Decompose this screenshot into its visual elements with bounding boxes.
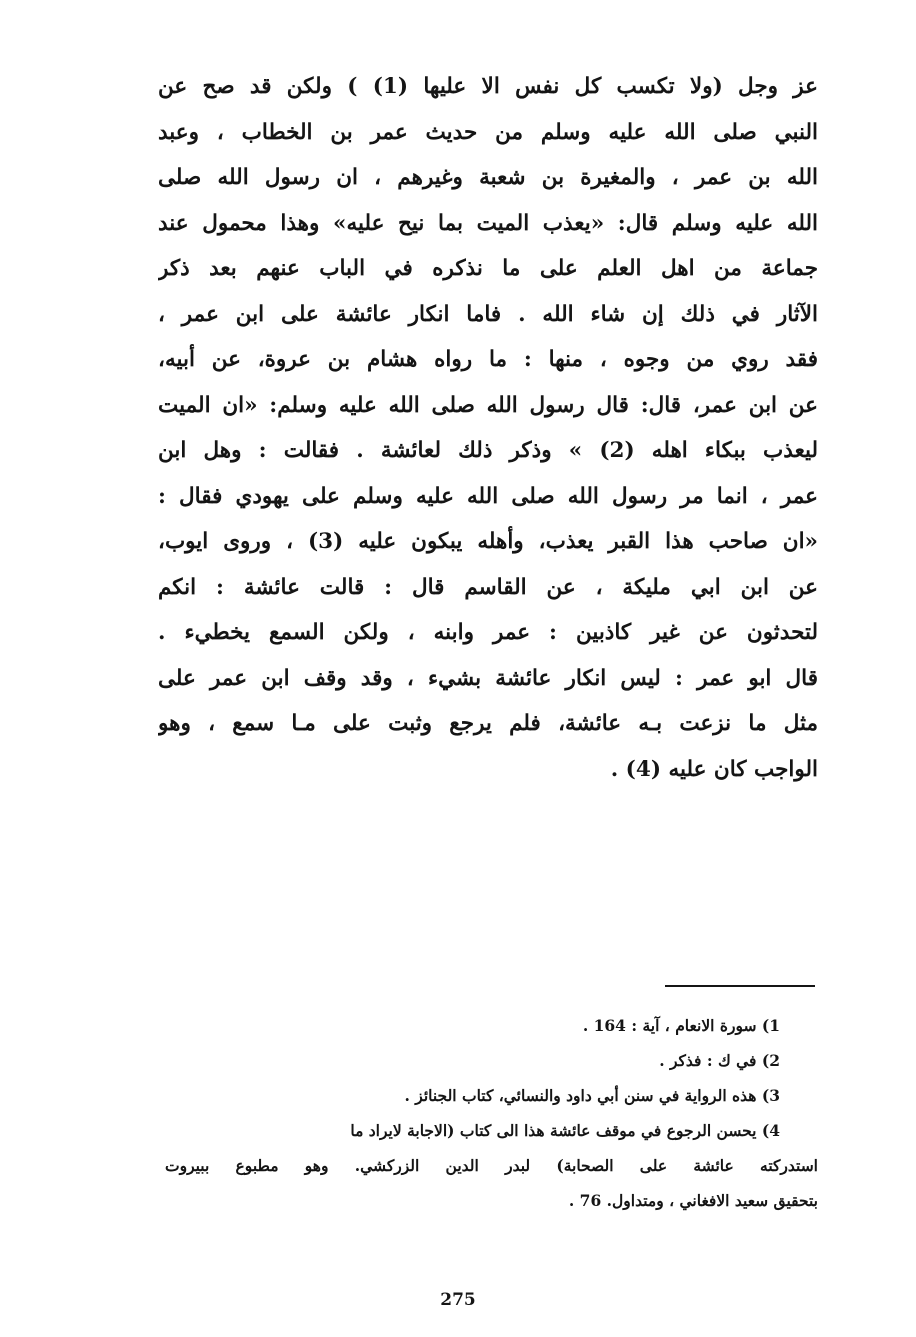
text-line: الآثار في ذلك إن شاء الله . فاما انكار عائشة على ابن عمر ، (158, 301, 818, 327)
page-number: 275 (440, 1290, 476, 1310)
text-line: لتحدثون عن غير كاذبين : عمر وابنه ، ولكن السمع يخطيء . (158, 620, 818, 645)
text-line: الله بن عمر ، والمغيرة بن شعبة وغيرهم ، ان رسول الله صلى (158, 165, 818, 190)
text-line: عن ابن عمر، قال: قال رسول الله صلى الله عليه وسلم: «ان الميت (158, 392, 818, 418)
text-line: جماعة من اهل العلم على ما نذكره في الباب عنهم بعد ذكر (158, 256, 818, 281)
text-line: مثل ما نزعت بـه عائشة، فلم يرجع وثبت على مـا سمع ، وهو (158, 711, 818, 736)
text-line: الواجب كان عليه (4) . (610, 756, 818, 782)
footnote-3: 3) هذه الرواية في سنن أبي داود والنسائي، كتاب الجنائز . (404, 1086, 780, 1105)
text-line: فقد روي من وجوه ، منها : ما رواه هشام بن عروة، عن أبيه، (158, 347, 818, 372)
text-line: الله عليه وسلم قال: «يعذب الميت بما نيح عليه» وهذا محمول عند (158, 210, 818, 236)
main-text (158, 64, 818, 792)
footnote-4: 4) يحسن الرجوع في موقف عائشة هذا الى كتاب (الاجابة لايراد ما (350, 1121, 780, 1140)
text-line: قال ابو عمر : ليس انكار عائشة بشيء ، وقد وقف ابن عمر على (158, 665, 818, 691)
text-line: عمر ، انما مر رسول الله صلى الله عليه وسلم على يهودي فقال : (158, 483, 818, 509)
footnote-4-continued: بتحقيق سعيد الافغاني ، ومتداول. 76 . (568, 1191, 818, 1210)
text-line: عن ابن ابي مليكة ، عن القاسم قال : قالت عائشة : انكم (158, 574, 818, 600)
footnote-2: 2) في ك : فذكر . (659, 1051, 780, 1070)
text-line: ليعذب ببكاء اهله (2) » وذكر ذلك لعائشة . فقالت : وهل ابن (158, 438, 818, 463)
text-line: النبي صلى الله عليه وسلم من حديث عمر بن الخطاب ، وعبد (158, 119, 818, 145)
footnote-divider (665, 985, 815, 987)
text-line: عز وجل (ولا تكسب كل نفس الا عليها (1) ) ولكن قد صح عن (158, 74, 818, 99)
footnote-1: 1) سورة الانعام ، آية : 164 . (582, 1016, 780, 1035)
footnotes (165, 1008, 818, 1218)
text-line: «ان صاحب هذا القبر يعذب، وأهله يبكون عليه (3) ، وروى ايوب، (158, 529, 818, 554)
footnote-4-continued: استدركته عائشة على الصحابة) لبدر الدين الزركشي. وهو مطبوع ببيروت (165, 1156, 818, 1175)
